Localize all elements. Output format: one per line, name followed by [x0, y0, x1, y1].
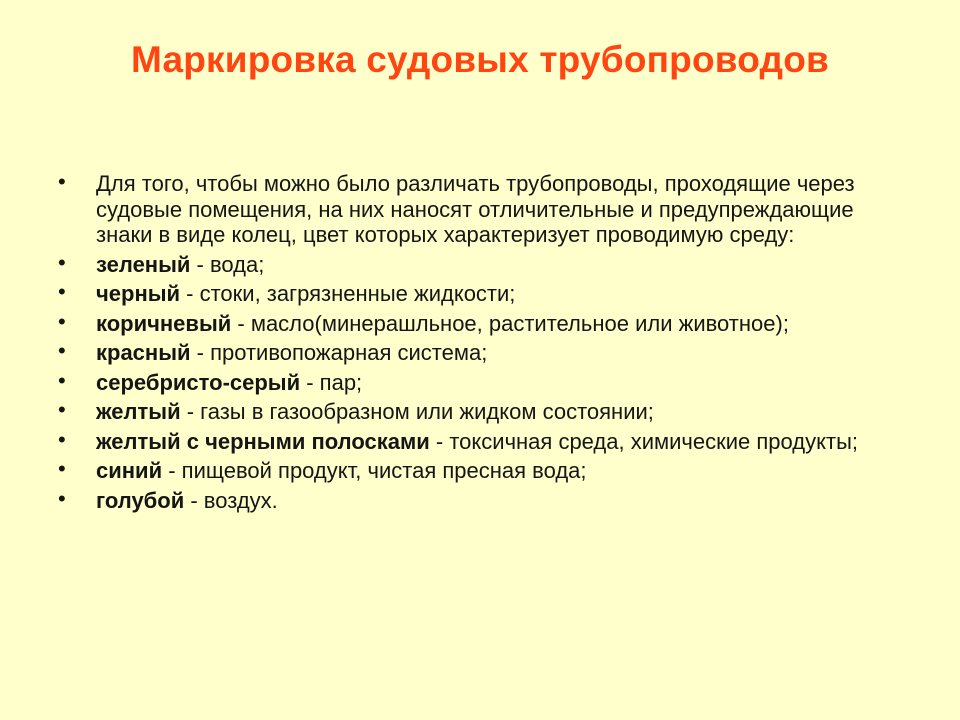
color-term: желтый с черными полосками — [96, 428, 430, 454]
list-item — [58, 249, 908, 278]
bullet-icon: • — [58, 338, 66, 363]
bullet-icon: • — [58, 426, 66, 452]
bullet-icon: • — [58, 456, 66, 481]
list-item — [58, 281, 908, 307]
item-description: - пар; — [300, 369, 363, 395]
item-description: - противопожарная система; — [190, 340, 488, 365]
bullet-icon: • — [58, 397, 66, 422]
color-term: голубой — [96, 487, 185, 513]
color-term: черный — [96, 281, 181, 306]
item-description: - пищевой продукт, чистая пресная вода; — [162, 458, 587, 483]
color-term: серебристо-серый — [96, 369, 301, 395]
color-term: красный — [96, 340, 191, 365]
item-description: - воздух. — [184, 487, 278, 513]
color-term: коричневый — [96, 310, 232, 336]
item-description: - газы в газообразном или жидком состоянии; — [180, 399, 654, 424]
color-term: желтый — [96, 399, 181, 424]
list-item-intro — [58, 171, 908, 248]
bullet-icon: • — [58, 308, 66, 334]
bullet-icon: • — [58, 367, 66, 393]
color-term: зеленый — [96, 251, 191, 277]
bullet-icon: • — [58, 169, 66, 194]
list-item — [58, 485, 908, 514]
list-item — [58, 458, 908, 484]
bullet-icon: • — [58, 485, 66, 511]
list-item — [58, 367, 908, 396]
list-item — [58, 308, 908, 337]
item-description: - вода; — [190, 251, 265, 277]
list-item — [58, 426, 908, 455]
bullet-icon: • — [58, 249, 66, 275]
bullet-list — [58, 171, 908, 517]
intro-text: Для того, чтобы можно было различать трубопроводы, проходящие через судовые помещения, на них наносят отличительные и предупреждающие знаки в виде колец, цвет которых характеризует проводимую среду: — [96, 171, 855, 247]
item-description: - стоки, загрязненные жидкости; — [180, 281, 516, 306]
color-term: синий — [96, 458, 163, 483]
item-description: - токсичная среда, химические продукты; — [429, 428, 859, 454]
list-item — [58, 399, 908, 425]
slide-title: Маркировка судовых трубопроводов — [131, 39, 829, 80]
bullet-icon: • — [58, 279, 66, 304]
item-description: - масло(минерашльное, растительное или животное); — [231, 310, 789, 336]
list-item — [58, 340, 908, 366]
